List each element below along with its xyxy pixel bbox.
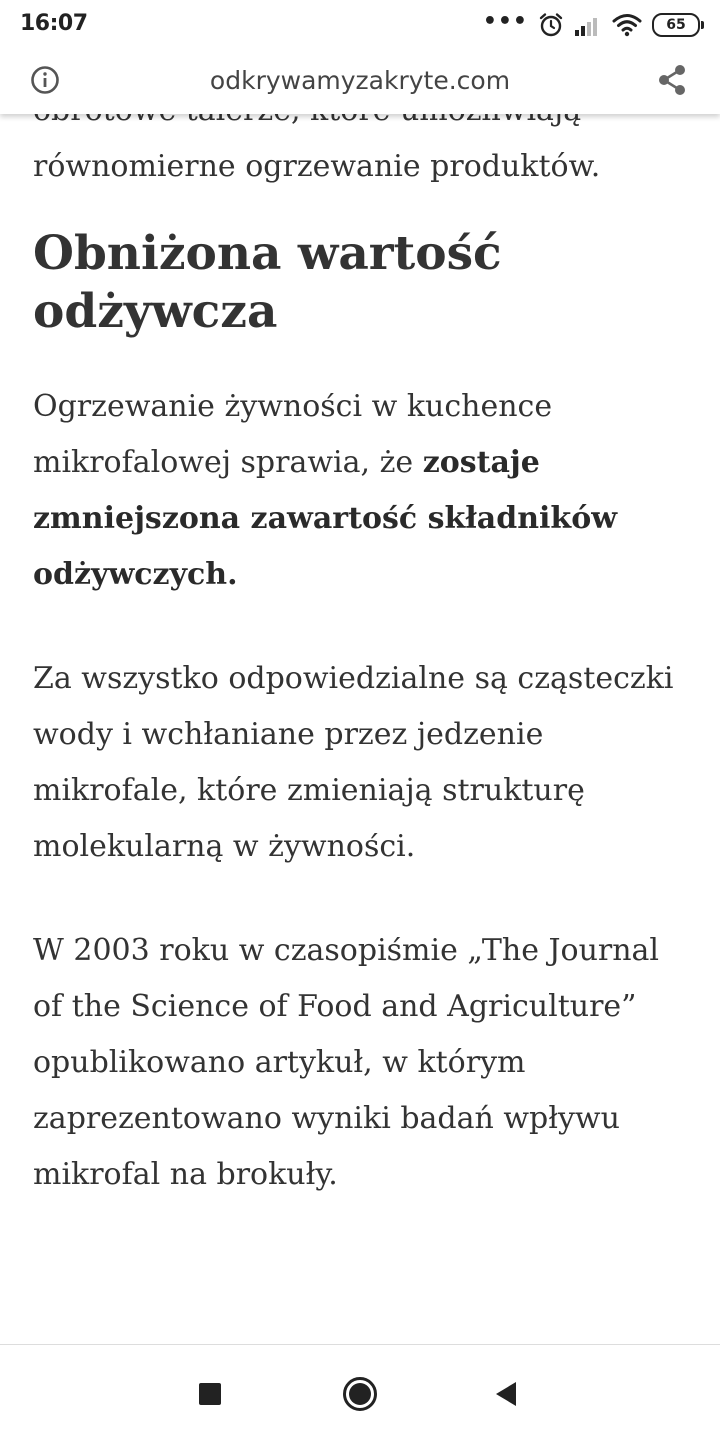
paragraph-2: Za wszystko odpowiedzialne są cząsteczki wody i wchłaniane przez jedzenie mikrofale, które zmieniają strukturę molekularną w żywności. xyxy=(33,661,674,864)
paragraph-1-text: Ogrzewanie żywności w kuchence mikrofalowej sprawia, że xyxy=(33,389,553,480)
section-heading: Obniżona wartość odżywcza xyxy=(33,226,502,339)
signal-icon xyxy=(574,13,602,37)
status-time: 16:07 xyxy=(20,11,88,36)
url-text[interactable]: odkrywamyzakryte.com xyxy=(209,66,511,95)
paragraph-1 xyxy=(33,379,683,603)
triangle-back-icon[interactable] xyxy=(494,1381,518,1407)
more-notifications-icon: ••• xyxy=(482,9,528,34)
square-icon[interactable] xyxy=(199,1383,221,1405)
paragraph-3: W 2003 roku w czasopiśmie „The Journal of the Science of Food and Agriculture” opublikowano artykuł, w którym zaprezentowano wyniki badań wpływu mikrofal na brokuły. xyxy=(33,933,660,1192)
share-icon[interactable] xyxy=(656,63,688,97)
address-bar xyxy=(0,50,720,114)
navigation-bar xyxy=(0,1344,720,1440)
status-icons xyxy=(483,10,700,40)
wifi-icon xyxy=(612,13,642,37)
article-body xyxy=(33,83,683,1251)
paragraph-1-bold: zostaje zmniejszona zawartość składników odżywczych. xyxy=(33,445,618,592)
previous-paragraph-line-2: równomierne ogrzewanie produktów. xyxy=(33,149,601,184)
circle-icon[interactable] xyxy=(342,1376,378,1412)
alarm-icon xyxy=(538,12,564,38)
battery-indicator: 65 xyxy=(652,13,700,37)
status-bar xyxy=(0,0,720,50)
